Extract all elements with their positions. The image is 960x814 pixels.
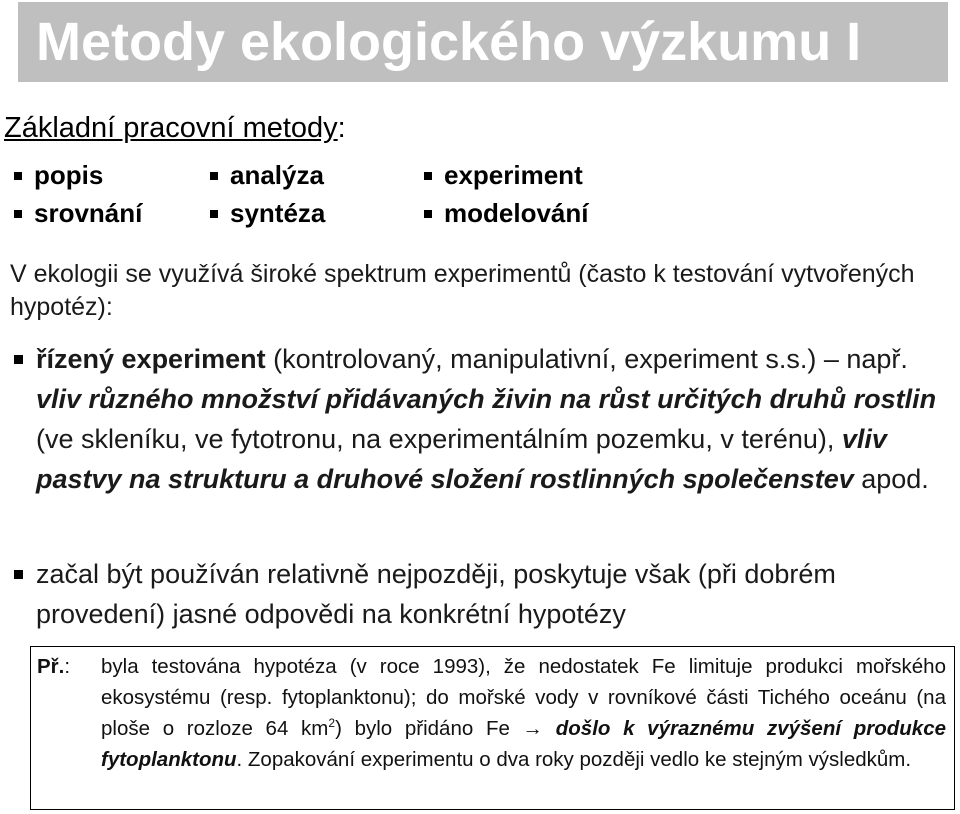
square-bullet-icon	[14, 570, 23, 579]
bullet-controlled-experiment	[14, 339, 949, 499]
example-text	[101, 651, 946, 775]
method-item	[210, 198, 325, 229]
bullet-text: začal být používán relativně nejpozději, poskytuje však (při dobrém provedení) jasné odpovědi na konkrétní hypotézy	[36, 559, 836, 629]
slide-title: Metody ekologického výzkumu I	[36, 12, 862, 72]
intro-paragraph: V ekologii se využívá široké spektrum experimentů (často k testování vytvořených hypotéz):	[10, 260, 915, 321]
square-bullet-icon	[210, 210, 218, 218]
example-label	[37, 651, 70, 682]
example-box	[30, 646, 955, 810]
section-heading	[4, 112, 346, 145]
bullet-text-part: apod.	[853, 464, 929, 494]
method-label: analýza	[230, 160, 324, 190]
section-heading-text: Základní pracovní metody	[4, 112, 338, 144]
method-item	[14, 198, 142, 229]
square-bullet-icon	[14, 355, 23, 364]
section-heading-colon: :	[337, 112, 346, 144]
square-bullet-icon	[424, 210, 432, 218]
square-bullet-icon	[14, 210, 22, 218]
bullet-emphasis: vliv pastvy na strukturu a druhové složení rostlinných společenstev	[36, 424, 887, 494]
example-superscript: 2	[328, 716, 336, 731]
example-emphasis: došlo k výraznému zvýšení produkce fytoplanktonu	[101, 717, 947, 771]
title-bar	[18, 2, 948, 82]
square-bullet-icon	[424, 172, 432, 180]
method-item	[14, 160, 103, 191]
example-label-text: Př.	[37, 655, 65, 678]
method-label: srovnání	[34, 198, 143, 228]
example-text-part: . Zopakování experimentu o dva roky později vedlo ke stejným výsledkům.	[236, 748, 912, 771]
square-bullet-icon	[14, 172, 22, 180]
method-item	[210, 160, 324, 191]
bullet-text-part: (kontrolovaný, manipulativní, experiment s.s.) – např.	[265, 344, 908, 374]
example-text-part: ) bylo přidáno Fe →	[335, 717, 556, 740]
bullet-late-use	[14, 554, 949, 634]
square-bullet-icon	[210, 172, 218, 180]
method-label: modelování	[444, 198, 589, 228]
method-label: experiment	[444, 160, 583, 190]
bullet-emphasis: vliv různého množství přidávaných živin na růst určitých druhů rostlin	[36, 384, 937, 414]
bullet-lead: řízený experiment	[36, 344, 266, 374]
method-item	[424, 198, 588, 229]
bullet-text	[36, 339, 949, 499]
method-label: syntéza	[230, 198, 326, 228]
example-label-colon: :	[64, 655, 71, 678]
bullet-text-part: (ve skleníku, ve fytotronu, na experimentálním pozemku, v terénu),	[36, 424, 842, 454]
example-text-part: byla testována hypotéza (v roce 1993), že nedostatek Fe limituje produkci mořského ekosystému (resp. fytoplanktonu); do mořské vody v rovníkové části Tichého oceánu (na ploše o rozloze 64 km	[101, 655, 946, 740]
method-label: popis	[34, 160, 104, 190]
method-item	[424, 160, 583, 191]
